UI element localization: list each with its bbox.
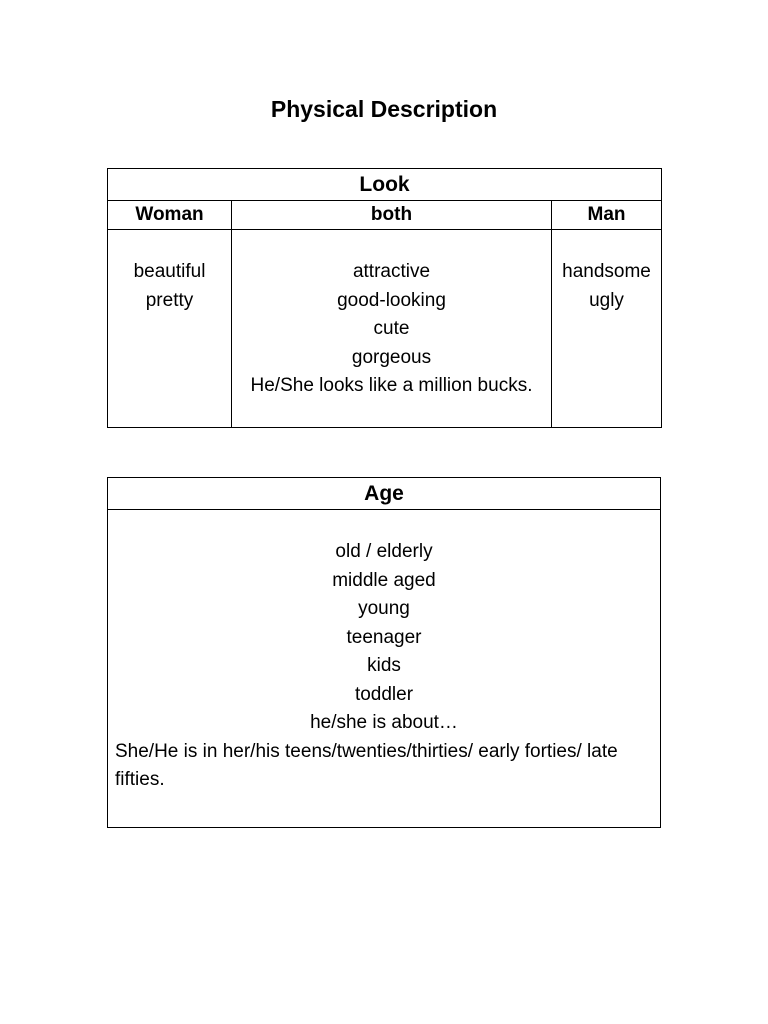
age-note: She/He is in her/his teens/twenties/thirties/ early forties/ late fifties. bbox=[115, 740, 618, 790]
column-header-both: both bbox=[232, 201, 552, 230]
both-cell bbox=[232, 230, 552, 428]
age-word: kids bbox=[367, 655, 401, 676]
both-word: cute bbox=[373, 318, 410, 339]
age-word: young bbox=[358, 598, 410, 619]
age-table bbox=[107, 477, 661, 828]
age-word: toddler bbox=[354, 683, 414, 705]
column-header-man: Man bbox=[552, 201, 662, 230]
look-heading: Look bbox=[108, 169, 662, 201]
woman-word: pretty bbox=[145, 289, 194, 311]
both-word: good-looking bbox=[337, 289, 446, 311]
both-word: gorgeous bbox=[351, 346, 432, 368]
woman-word: beautiful bbox=[133, 261, 206, 282]
column-header-woman: Woman bbox=[108, 201, 232, 230]
man-word: ugly bbox=[589, 289, 624, 311]
age-phrase: he/she is about… bbox=[310, 712, 458, 733]
look-table bbox=[107, 168, 662, 428]
age-word: middle aged bbox=[332, 569, 436, 591]
page-title: Physical Description bbox=[270, 96, 498, 122]
both-phrase: He/She looks like a million bucks. bbox=[250, 375, 533, 396]
age-word: teenager bbox=[346, 626, 422, 648]
both-word: attractive bbox=[352, 261, 431, 282]
woman-cell bbox=[108, 230, 232, 428]
age-heading: Age bbox=[108, 478, 661, 510]
man-word: handsome bbox=[562, 261, 651, 282]
age-word: old / elderly bbox=[335, 541, 433, 562]
man-cell bbox=[552, 230, 662, 428]
age-cell bbox=[108, 510, 661, 828]
